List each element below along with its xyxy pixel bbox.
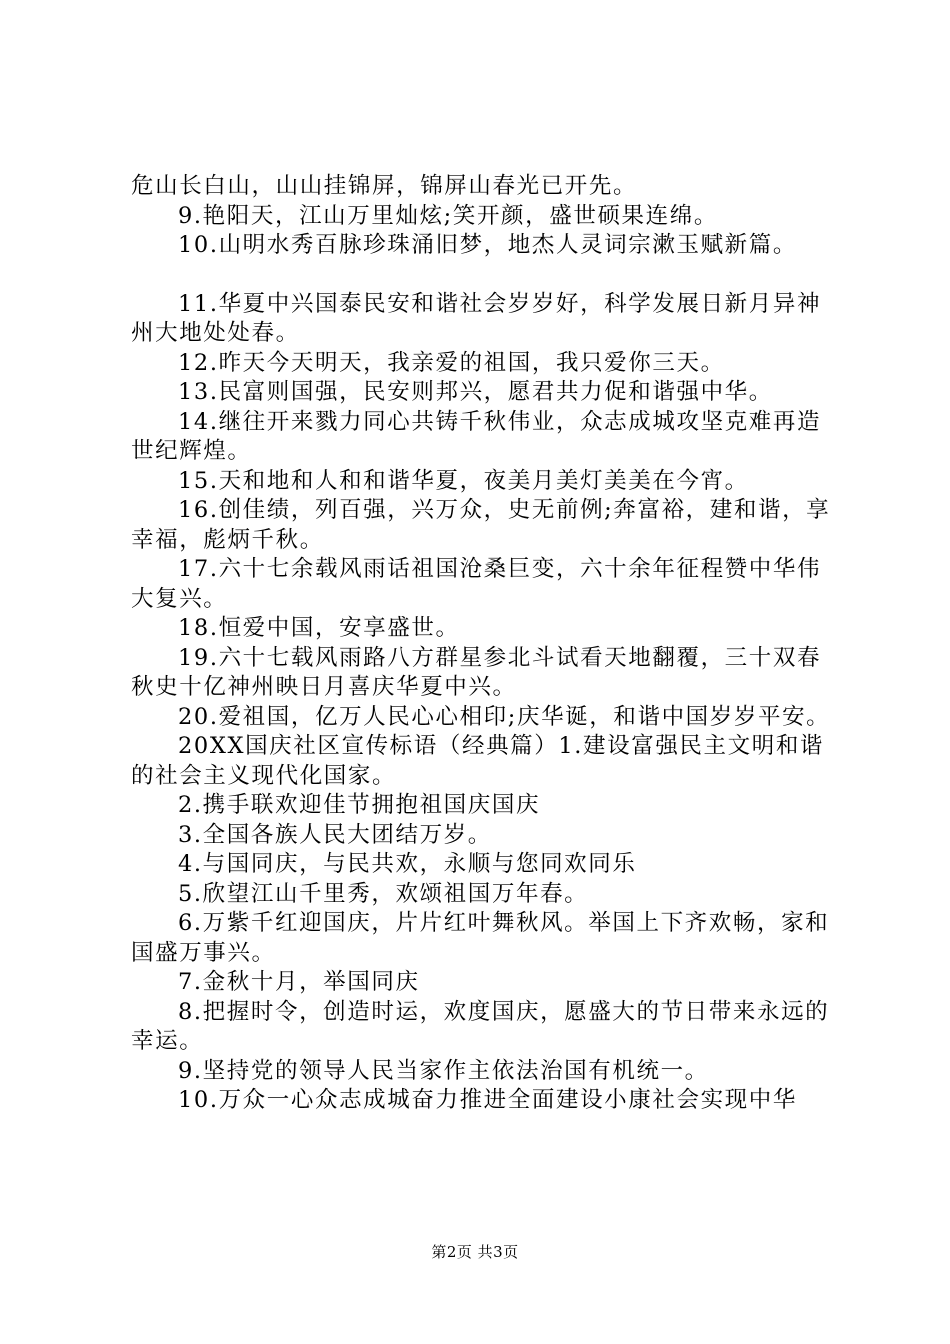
paragraph: 10.万众一心众志成城奋力推进全面建设小康社会实现中华 [178,1087,797,1113]
paragraph: 20.爱祖国，亿万人民心心相印;庆华诞，和谐中国岁岁平安。 [178,703,831,730]
page-number: 第2页 共3页 [431,1243,519,1261]
paragraph: 16.创佳绩，列百强，兴万众，史无前例;奔富裕，建和谐，享幸福，彪炳千秋。 [131,497,831,553]
paragraph: 11.华夏中兴国泰民安和谐社会岁岁好，科学发展日新月异神州大地处处春。 [131,290,822,346]
paragraph: 18.恒爱中国，安享盛世。 [178,615,460,641]
paragraph: 17.六十七余载风雨话祖国沧桑巨变，六十余年征程赞中华伟大复兴。 [131,556,822,612]
paragraph: 13.民富则国强，民安则邦兴，愿君共力促和谐强中华。 [178,379,773,405]
page-footer [0,1242,950,1262]
paragraph: 5.欣望江山千里秀，欢颂祖国万年春。 [178,880,589,907]
paragraph: 10.山明水秀百脉珍珠涌旧梦，地杰人灵词宗漱玉赋新篇。 [178,232,797,258]
paragraph: 3.全国各族人民大团结万岁。 [178,821,492,848]
paragraph: 7.金秋十月，举国同庆 [178,969,420,995]
paragraph: 9.艳阳天，江山万里灿炫;笑开颜，盛世硕果连绵。 [178,202,718,229]
paragraph: 危山长白山，山山挂锦屏，锦屏山春光已开先。 [131,173,638,199]
paragraph: 19.六十七载风雨路八方群星参北斗试看天地翻覆，三十双春秋史十亿神州映日月喜庆华夏中兴。 [131,644,822,700]
paragraph: 12.昨天今天明天，我亲爱的祖国，我只爱你三天。 [178,349,725,376]
section-heading-paragraph: 20XX国庆社区宣传标语（经典篇）1.建设富强民主文明和谐的社会主义现代化国家。 [131,733,825,789]
paragraph: 15.天和地和人和和谐华夏，夜美月美灯美美在今宵。 [178,467,749,494]
paragraph: 4.与国同庆，与民共欢，永顺与您同欢同乐 [178,851,637,877]
paragraph: 2.携手联欢迎佳节拥抱祖国庆国庆 [178,792,541,818]
document-body [131,172,843,1116]
paragraph: 6.万紫千红迎国庆，片片红叶舞秋风。举国上下齐欢畅，家和国盛万事兴。 [131,910,830,966]
paragraph: 8.把握时令，创造时运，欢度国庆，愿盛大的节日带来永远的幸运。 [131,998,830,1054]
paragraph: 14.继往开来戮力同心共铸千秋伟业，众志成城攻坚克难再造世纪辉煌。 [131,408,822,464]
paragraph: 9.坚持党的领导人民当家作主依法治国有机统一。 [178,1057,709,1084]
